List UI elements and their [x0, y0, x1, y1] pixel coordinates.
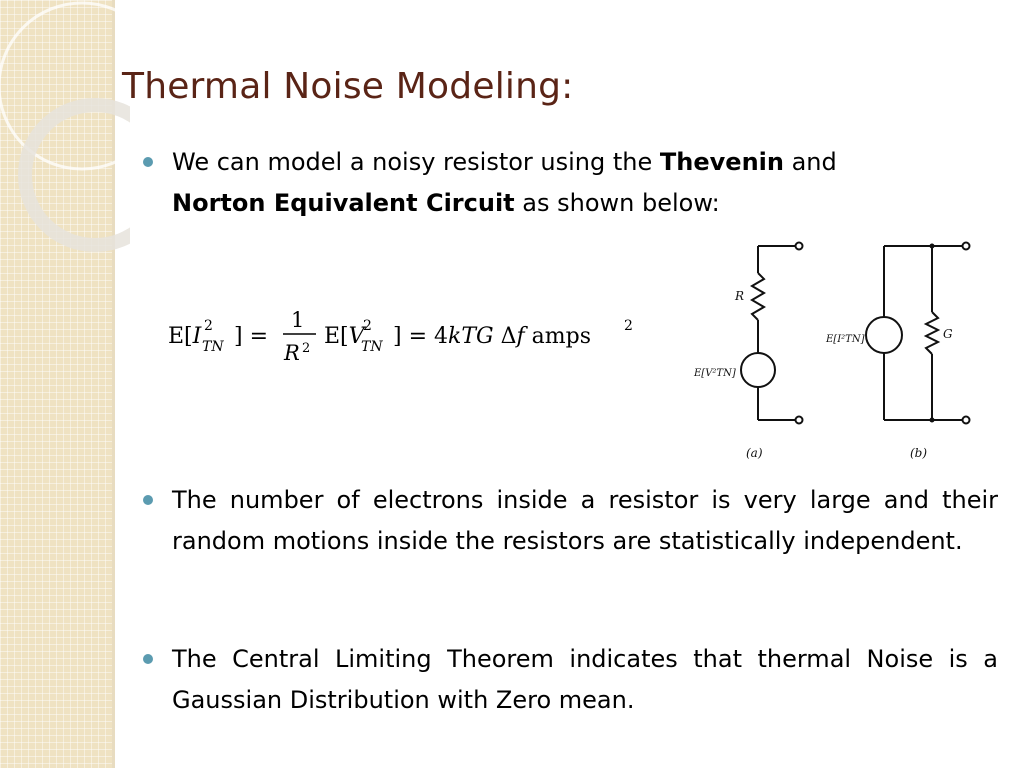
voltage-source-label: E[V²TN] — [694, 368, 736, 379]
conductance-symbol — [926, 312, 938, 354]
eq-text: V — [348, 324, 365, 349]
junction-dot — [930, 244, 935, 249]
junction-dot — [930, 418, 935, 423]
voltage-source-symbol — [741, 353, 775, 387]
equivalent-circuits-figure — [680, 230, 990, 465]
eq-text: TN — [361, 339, 383, 355]
eq-text: E[ — [168, 324, 193, 349]
eq-text: f — [516, 324, 525, 349]
terminal-symbol — [963, 243, 970, 250]
terminal-symbol — [796, 417, 803, 424]
bullet-text: and — [783, 148, 837, 176]
decorative-rings — [0, 0, 130, 260]
eq-text: ] = 4 — [393, 324, 448, 349]
bullet-marker — [143, 495, 153, 505]
bullet-text: as shown below: — [514, 189, 720, 217]
caption-a: (a) — [746, 446, 763, 460]
eq-text: 2 — [363, 318, 372, 334]
bullet-equivalent-circuit — [172, 142, 998, 224]
bold-term-thevenin: Thevenin — [659, 148, 784, 176]
bullet-marker — [143, 654, 153, 664]
resistor-label: R — [735, 289, 745, 303]
eq-text: 2 — [624, 318, 633, 334]
eq-text: 2 — [302, 341, 311, 356]
terminal-symbol — [963, 417, 970, 424]
current-source-label: E[I²TN] — [826, 334, 865, 345]
resistor-symbol — [752, 273, 764, 320]
eq-text: TN — [202, 339, 224, 355]
thermal-noise-equation — [168, 296, 648, 376]
conductance-label: G — [943, 327, 953, 341]
svg-text:E[I — [168, 324, 203, 349]
caption-b: (b) — [910, 446, 928, 460]
eq-text: kTG — [448, 324, 494, 349]
current-source-symbol — [866, 317, 902, 353]
slide-title: Thermal Noise Modeling: — [122, 66, 574, 107]
norton-circuit — [866, 243, 970, 424]
eq-text: ] = — [234, 324, 269, 349]
terminal-symbol — [796, 243, 803, 250]
eq-text: amps — [524, 324, 591, 349]
eq-text: 2 — [204, 318, 213, 334]
bullet-text: We can model a noisy resistor using the — [172, 148, 660, 176]
eq-text: I — [192, 324, 202, 349]
eq-text: R — [284, 341, 300, 365]
bullet-central-limit: The Central Limiting Theorem indicates that thermal Noise is a Gaussian Distribution with Zero mean. — [172, 645, 998, 714]
eq-text: Δ — [493, 324, 517, 349]
bullet-electrons: The number of electrons inside a resistor is very large and their random motions inside the resistors are statistically independent. — [172, 486, 998, 555]
thevenin-circuit — [741, 243, 803, 424]
eq-text: 1 — [291, 308, 305, 332]
eq-text: E[ — [324, 324, 349, 349]
bold-term-norton: Norton Equivalent Circuit — [172, 189, 515, 217]
svg-text:] = 4kTG Δf amps — [393, 324, 591, 349]
bullet-marker — [143, 157, 153, 167]
